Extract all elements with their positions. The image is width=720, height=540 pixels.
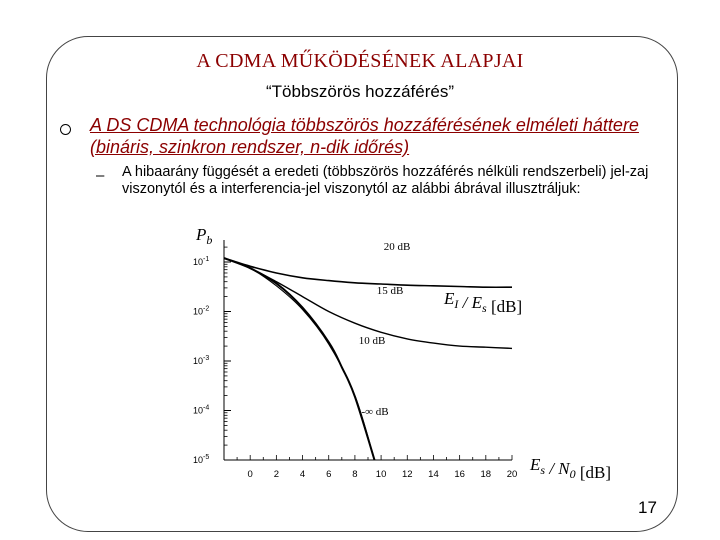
curve-minus-inf-db bbox=[224, 258, 375, 460]
x-tick-label: 16 bbox=[454, 469, 465, 480]
y-tick-label: $10^{-4}$ bbox=[193, 404, 210, 416]
sub-bullet-marker: – bbox=[96, 167, 105, 184]
ei-es-legend-label: $E_I / E_s$ [dB] bbox=[444, 289, 523, 316]
page-number: 17 bbox=[638, 498, 657, 517]
x-tick-label: 10 bbox=[375, 469, 387, 480]
y-tick-label: $10^{-5}$ bbox=[193, 454, 210, 465]
chart-axes bbox=[224, 240, 512, 460]
curve-label: 20 dB bbox=[383, 241, 411, 253]
x-tick-label: 6 bbox=[326, 469, 332, 480]
x-tick-label: 20 bbox=[506, 469, 518, 480]
x-tick-label: 4 bbox=[299, 469, 306, 480]
x-tick-label: 2 bbox=[273, 469, 280, 480]
y-axis-label: $P_b$ bbox=[196, 225, 213, 247]
y-tick-label: $10^{-3}$ bbox=[193, 355, 210, 366]
x-tick-label: 18 bbox=[480, 469, 492, 480]
x-tick-label: 14 bbox=[428, 469, 439, 480]
y-tick-label: $10^{-1}$ bbox=[193, 256, 210, 267]
slide-title: A CDMA MŰKÖDÉSÉNEK ALAPJAI bbox=[196, 50, 524, 72]
x-axis-label: $E_s / N_0$ [dB] bbox=[530, 455, 612, 482]
curve-label: -∞ dB bbox=[361, 406, 389, 418]
slide-subtitle: “Többszörös hozzáférés” bbox=[265, 82, 455, 101]
x-tick-label: 0 bbox=[247, 469, 253, 480]
curve-label: 10 dB bbox=[358, 335, 386, 347]
y-tick-label: $10^{-2}$ bbox=[193, 305, 210, 317]
x-tick-label: 8 bbox=[352, 469, 358, 480]
main-bullet-text: A DS CDMA technológia többszörös hozzáférésének elméleti háttere (bináris, szinkron rendszer, n-dik időrés) bbox=[90, 115, 639, 157]
sub-bullet-text: A hibaarány függését a eredeti (többszörös hozzáférés nélküli rendszerbeli) jel-zaj viszonytól és a interferencia-jel viszonytól az alábbi ábrával illusztráljuk: bbox=[122, 164, 649, 197]
curve-10db bbox=[224, 258, 375, 460]
curve-label: 15 dB bbox=[376, 285, 404, 297]
curve-20db bbox=[224, 258, 512, 287]
x-tick-label: 12 bbox=[401, 469, 413, 480]
